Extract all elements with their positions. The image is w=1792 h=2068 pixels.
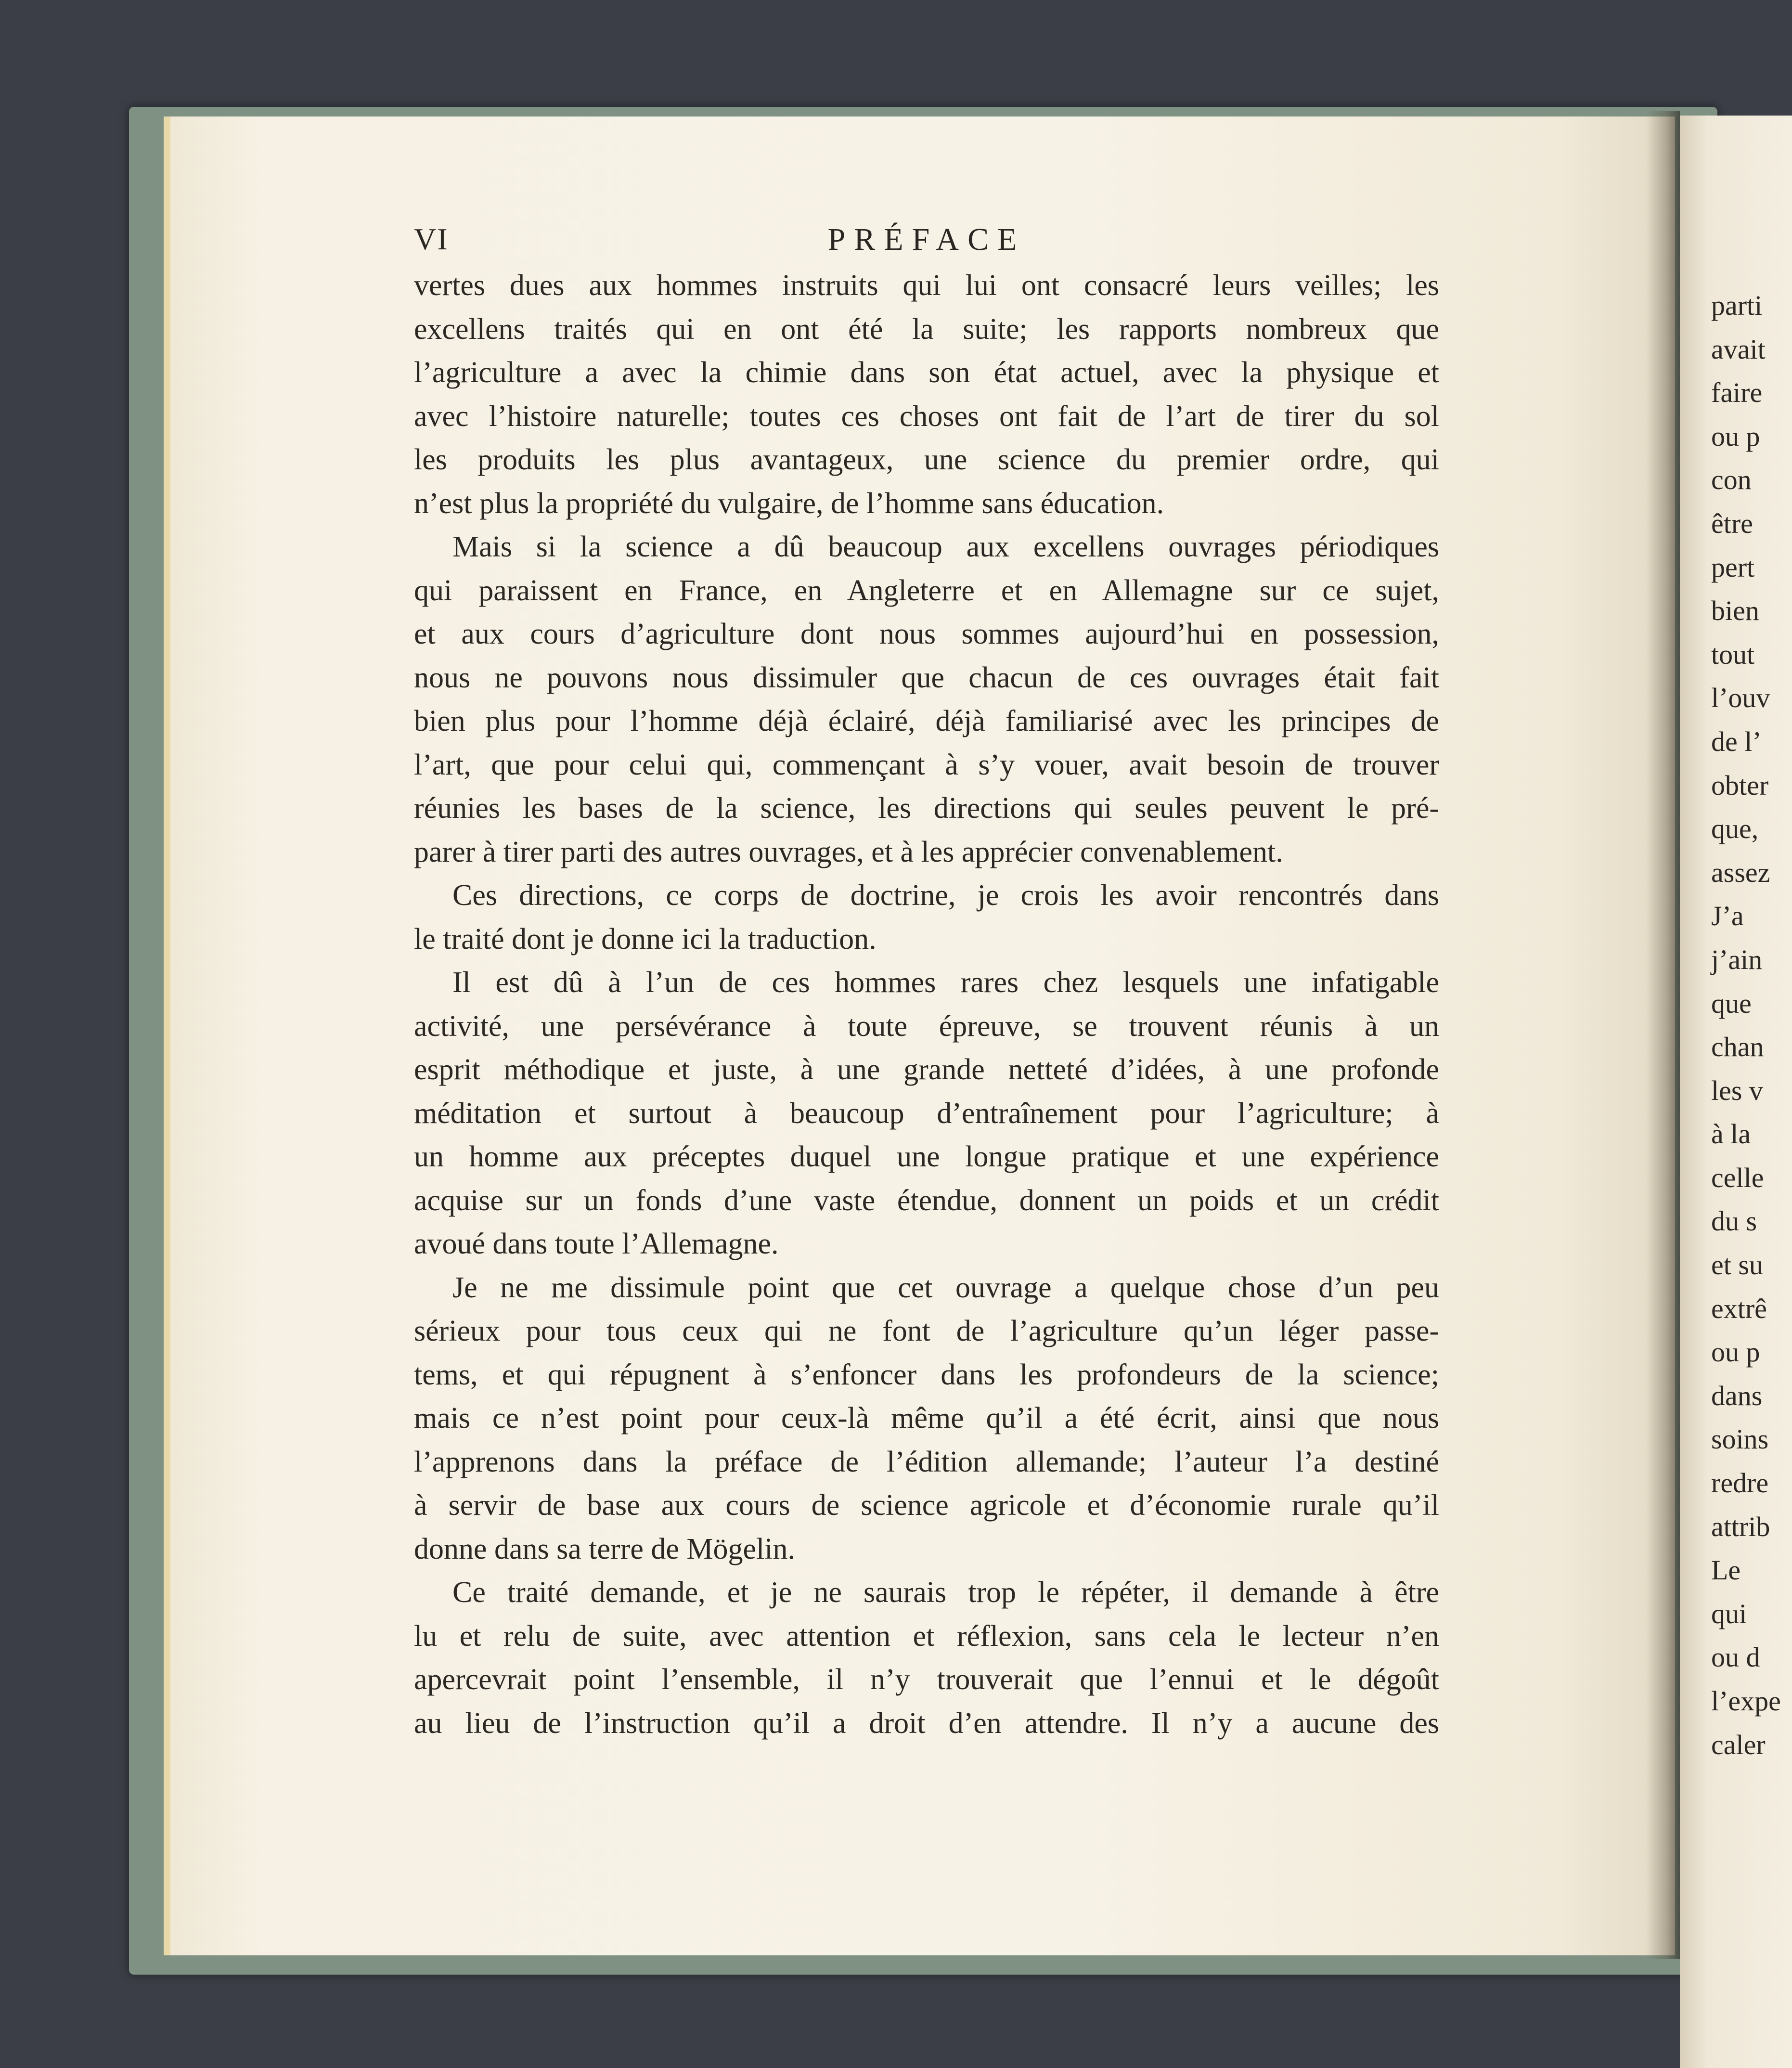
text-line: avoué dans toute l’Allemagne. bbox=[414, 1228, 779, 1260]
text-line: l’apprenons dans la préface de l’édition allemande; l’auteur l’a destiné bbox=[414, 1445, 1439, 1478]
facing-text-fragment: de l’ bbox=[1711, 725, 1762, 757]
facing-text-fragment: dans bbox=[1711, 1380, 1763, 1411]
text-line: parer à tirer parti des autres ouvrages, et à les apprécier convenablement. bbox=[414, 835, 1283, 868]
text-line: réunies les bases de la science, les directions qui seules peuvent le pré- bbox=[414, 792, 1439, 825]
facing-text-fragment: celle bbox=[1711, 1162, 1764, 1193]
facing-text-fragment: à la bbox=[1711, 1118, 1751, 1150]
text-line: mais ce n’est point pour ceux-là même qu’il a été écrit, ainsi que nous bbox=[414, 1402, 1439, 1435]
text-line: l’art, que pour celui qui, commençant à s’y vouer, avait besoin de trouver bbox=[414, 748, 1439, 781]
page-number: VI bbox=[414, 222, 449, 256]
text-line: méditation et surtout à beaucoup d’entraînement pour l’agriculture; à bbox=[414, 1097, 1439, 1130]
facing-text-fragment: que, bbox=[1711, 813, 1759, 845]
facing-text-fragment: l’ouv bbox=[1711, 682, 1770, 714]
facing-text-fragment: ou p bbox=[1711, 1336, 1760, 1368]
library-stamp bbox=[187, 203, 260, 255]
facing-text-fragment: obter bbox=[1711, 769, 1769, 801]
facing-text-fragment: que bbox=[1711, 987, 1752, 1019]
facing-text-fragment: con bbox=[1711, 464, 1752, 496]
facing-text-fragment: pert bbox=[1711, 551, 1755, 583]
facing-text-fragment: les v bbox=[1711, 1074, 1763, 1106]
facing-text-fragment: attrib bbox=[1711, 1511, 1770, 1542]
facing-text-fragment: j’ain bbox=[1711, 944, 1763, 975]
text-line: le traité dont je donne ici la traduction. bbox=[414, 922, 877, 956]
text-line: sérieux pour tous ceux qui ne font de l’agriculture qu’un léger passe- bbox=[414, 1315, 1439, 1347]
facing-text-fragment: caler bbox=[1711, 1729, 1766, 1760]
page-title: PRÉFACE bbox=[827, 222, 1026, 257]
text-line: donne dans sa terre de Mögelin. bbox=[414, 1532, 795, 1565]
text-line: bien plus pour l’homme déjà éclairé, déjà familiarisé avec les principes de bbox=[414, 705, 1439, 737]
text-line: Ce traité demande, et je ne saurais trop le répéter, il demande à être bbox=[452, 1576, 1439, 1609]
facing-text-fragment: être bbox=[1711, 507, 1753, 539]
text-line: vertes dues aux hommes instruits qui lui ont consacré leurs veilles; les bbox=[414, 269, 1439, 302]
facing-text-fragment: du s bbox=[1711, 1205, 1757, 1237]
facing-text-fragment: extrê bbox=[1711, 1292, 1767, 1324]
text-line: acquise sur un fonds d’une vaste étendue, donnent un poids et un crédit bbox=[414, 1184, 1439, 1217]
text-line: nous ne pouvons nous dissimuler que chacun de ces ouvrages était fait bbox=[414, 661, 1439, 694]
facing-text-fragment: faire bbox=[1711, 377, 1763, 409]
body-text bbox=[414, 264, 1439, 1745]
text-line: n’est plus la propriété du vulgaire, de l’homme sans éducation. bbox=[414, 487, 1164, 520]
text-line: esprit méthodique et juste, à une grande netteté d’idées, à une profonde bbox=[414, 1053, 1439, 1086]
text-line: activité, une persévérance à toute épreuve, se trouvent réunis à un bbox=[414, 1009, 1439, 1043]
text-line: lu et relu de suite, avec attention et réflexion, sans cela le lecteur n’en bbox=[414, 1619, 1439, 1653]
facing-text-fragment: assez bbox=[1711, 856, 1770, 888]
text-line: Mais si la science a dû beaucoup aux excellens ouvrages périodiques bbox=[452, 530, 1439, 563]
text-line: un homme aux préceptes duquel une longue pratique et une expérience bbox=[414, 1140, 1439, 1173]
book-gutter bbox=[1646, 111, 1680, 1959]
facing-page-text bbox=[1711, 284, 1792, 1767]
text-line: avec l’histoire naturelle; toutes ces choses ont fait de l’art de tirer du sol bbox=[414, 400, 1439, 433]
facing-text-fragment: J’a bbox=[1711, 900, 1744, 932]
text-line: les produits les plus avantageux, une science du premier ordre, qui bbox=[414, 443, 1439, 476]
facing-text-fragment: parti bbox=[1711, 290, 1763, 321]
text-line: Il est dû à l’un de ces hommes rares chez lesquels une infatigable bbox=[452, 966, 1439, 999]
facing-text-fragment: avait bbox=[1711, 333, 1766, 365]
facing-text-fragment: l’expe bbox=[1711, 1685, 1781, 1717]
facing-text-fragment: Le bbox=[1711, 1554, 1741, 1586]
text-line: qui paraissent en France, en Angleterre et en Allemagne sur ce sujet, bbox=[414, 574, 1439, 607]
facing-text-fragment: bien bbox=[1711, 595, 1759, 627]
facing-text-fragment: ou p bbox=[1711, 420, 1760, 452]
text-line: tems, et qui répugnent à s’enfoncer dans les profondeurs de la science; bbox=[414, 1358, 1439, 1391]
facing-text-fragment: tout bbox=[1711, 638, 1755, 670]
facing-text-fragment: ou d bbox=[1711, 1641, 1760, 1673]
facing-text-fragment: qui bbox=[1711, 1598, 1747, 1629]
facing-text-fragment: soins bbox=[1711, 1423, 1769, 1455]
facing-text-fragment: redre bbox=[1711, 1467, 1769, 1499]
text-line: à servir de base aux cours de science agricole et d’économie rurale qu’il bbox=[414, 1489, 1439, 1522]
text-line: l’agriculture a avec la chimie dans son état actuel, avec la physique et bbox=[414, 356, 1439, 389]
text-line: au lieu de l’instruction qu’il a droit d’en attendre. Il n’y a aucune des bbox=[414, 1706, 1439, 1740]
text-line: Je ne me dissimule point que cet ouvrage a quelque chose d’un peu bbox=[452, 1271, 1439, 1304]
text-line: excellens traités qui en ont été la suite; les rapports nombreux que bbox=[414, 312, 1439, 346]
facing-text-fragment: chan bbox=[1711, 1031, 1764, 1063]
facing-text-fragment: et su bbox=[1711, 1249, 1763, 1281]
running-head bbox=[414, 221, 1439, 260]
text-line: et aux cours d’agriculture dont nous sommes aujourd’hui en possession, bbox=[414, 618, 1439, 650]
text-line: apercevrait point l’ensemble, il n’y trouverait que l’ennui et le dégoût bbox=[414, 1663, 1439, 1696]
text-line: Ces directions, ce corps de doctrine, je crois les avoir rencontrés dans bbox=[452, 879, 1439, 912]
